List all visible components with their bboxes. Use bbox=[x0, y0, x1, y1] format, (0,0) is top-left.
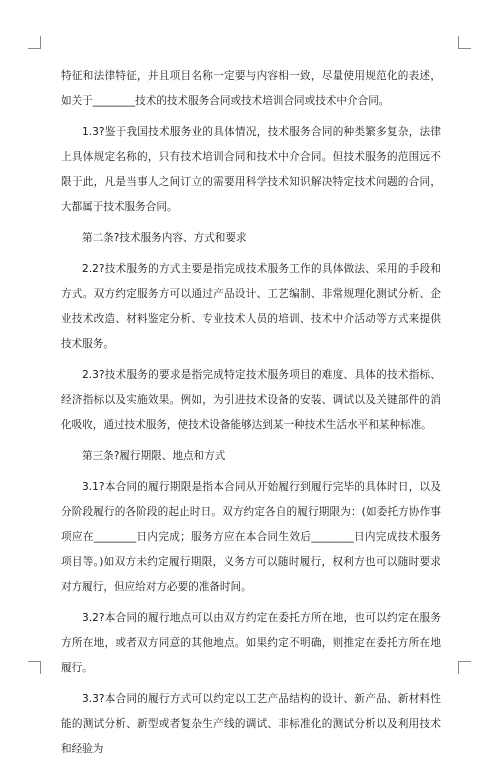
crop-mark-bottom-left bbox=[28, 661, 41, 674]
paragraph-3-3: 3.3?本合同的履行方式可以约定以工艺产品结构的设计、新产品、新材料性能的测试分析、新型或者复杂生产线的调试、非标准化的测试分析以及利用技术和经验为 bbox=[61, 693, 441, 755]
paragraph-intro-continued: 特征和法律特征，并且项目名称一定要与内容相一致，尽量使用规范化的表述，如关于________技术的技术服务合同或技术培训合同或技术中介合同。 bbox=[61, 70, 441, 107]
paragraph-2-3: 2.3?技术服务的要求是指完成特定技术服务项目的难度、具体的技术指标、经济指标以及实施效果。例如，为引进技术设备的安装、调试以及关键部件的消化吸收，通过技术服务，使技术设备能够达到某一种技术生活水平和某种标准。 bbox=[61, 369, 441, 431]
crop-mark-top-left bbox=[28, 36, 41, 49]
paragraph-3-2: 3.2?本合同的履行地点可以由双方约定在委托方所在地，也可以约定在服务方所在地，或者双方同意的其他地点。如果约定不明确，则推定在委托方所在地履行。 bbox=[61, 612, 441, 674]
section-heading-article-3: 第三条?履行期限、地点和方式 bbox=[82, 450, 226, 462]
paragraph-2-2: 2.2?技术服务的方式主要是指完成技术服务工作的具体做法、采用的手段和方式。双方约定服务方可以通过产品设计、工艺编制、非常规理化测试分析、企业技术改造、材料鉴定分析、专业技术人员的培训、技术中介活动等方式来提供技术服务。 bbox=[61, 263, 441, 350]
document-body bbox=[61, 64, 441, 768]
paragraph-1-3: 1.3?鉴于我国技术服务业的具体情况，技术服务合同的种类繁多复杂，法律上具体规定名称的，只有技术培训合同和技术中介合同。但技术服务的范围远不限于此，凡是当事人之间订立的需要用科学技术知识解决特定技术问题的合同，大都属于技术服务合同。 bbox=[61, 126, 441, 213]
section-heading-article-2: 第二条?技术服务内容、方式和要求 bbox=[82, 232, 247, 244]
crop-mark-bottom-right bbox=[458, 661, 471, 674]
crop-mark-top-right bbox=[458, 36, 471, 49]
paragraph-3-1: 3.1?本合同的履行期限是指本合同从开始履行到履行完毕的具体时日，以及分阶段履行的各阶段的起止时日。双方约定各自的履行期限为：(如委托方协作事项应在________日内完成；服务方应在本合同生效后________日内完成技术服务项目等。)如双方未约定履行期限，义务方可以随时履行，权利方也可以随时要求对方履行，但应给对方必要的准备时间。 bbox=[61, 481, 441, 593]
